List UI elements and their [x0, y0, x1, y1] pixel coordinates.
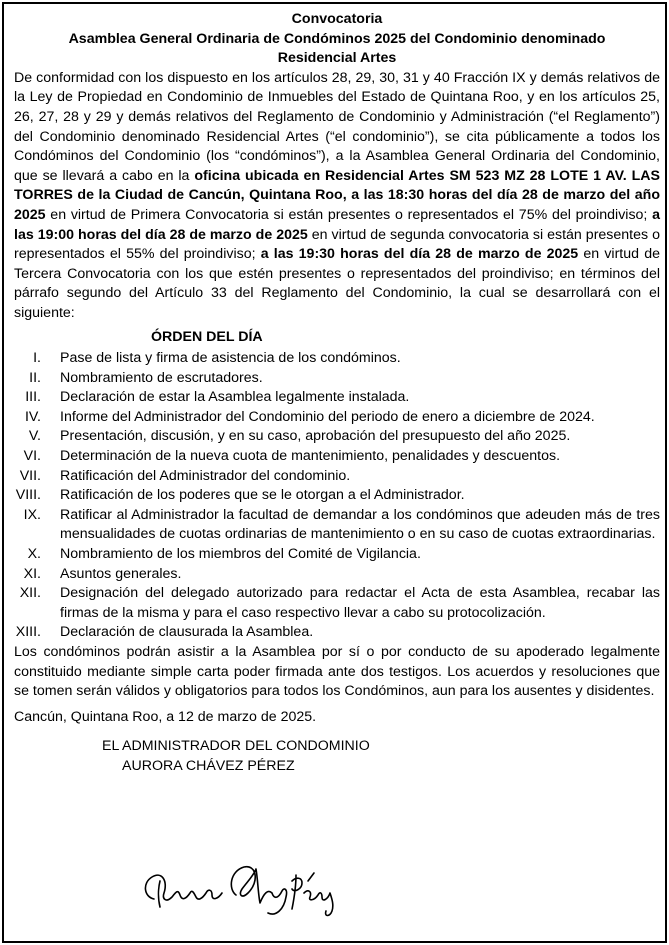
agenda-heading: ÓRDEN DEL DÍA — [151, 328, 263, 345]
agenda-item-number: II. — [29, 369, 41, 386]
closing-paragraph: Los condóminos podrán asistir a la Asamblea por sí o por conducto de su apoderado legalmente constituido mediante simple carta poder firmada ante dos testigos. Los acuerdos y resoluciones que se tomen serán válidos y obligatorios para todos los Condóminos, aun para los ausentes y disidentes. — [14, 644, 660, 700]
signature-name: AURORA CHÁVEZ PÉREZ — [122, 757, 295, 774]
agenda-item-number: X. — [27, 546, 41, 563]
notice-content — [14, 10, 660, 777]
agenda-item-number: IV. — [24, 408, 41, 425]
agenda-item-text: Ratificación del Administrador del condominio. — [60, 467, 351, 484]
notice-subtitle-line1: Asamblea General Ordinaria de Condóminos 2025 del Condominio denominado — [68, 30, 606, 47]
agenda-item-number: I. — [33, 350, 41, 367]
intro-location-bold: oficina ubicada en Residencial Artes SM 523 MZ 28 LOTE 1 AV. LAS TORRES de la Ciudad de Cancún, Quintana Roo, a las 18:30 horas del día 28 de marzo del año 2025 — [14, 167, 660, 223]
agenda-item-number: XII. — [19, 585, 41, 602]
agenda-item — [14, 565, 660, 585]
agenda-item — [14, 506, 660, 545]
agenda-item — [14, 408, 660, 428]
intro-text-1: De conformidad con los dispuesto en los artículos 28, 29, 30, 31 y 40 Fracción IX y demás relativos de la Ley de Propiedad en Condominio de Inmuebles del Estado de Quintana Roo, y en los artículos 25, 26, 27, 28 y 29 y demás relativos del Reglamento de Condominio y Administración (“el Reglamento”) del Condominio denominado Residencial Artes (“el condominio”), se cita públicamente a todos los Condóminos del Condominio (los “condóminos”), a la Asamblea General Ordinaria del Condominio, que se llevará a cabo en la — [14, 69, 660, 184]
agenda-item — [14, 545, 660, 565]
agenda-item-number: VIII. — [15, 487, 41, 504]
agenda-item — [14, 584, 660, 623]
agenda-item-text: Informe del Administrador del Condominio del periodo de enero a diciembre de 2024. — [60, 408, 595, 425]
agenda-item-text: Nombramiento de los miembros del Comité de Vigilancia. — [60, 546, 421, 563]
agenda-item-number: XI. — [23, 565, 41, 582]
agenda-item-text: Nombramiento de escrutadores. — [60, 369, 263, 386]
agenda-item-number: IX. — [23, 506, 41, 523]
intro-paragraph — [14, 69, 660, 324]
agenda-item-number: V. — [28, 428, 41, 445]
intro-text-2: en virtud de Primera Convocatoria si están presentes o representados el 75% del proindiviso; — [45, 206, 653, 223]
intro-text-3: en virtud de segunda convocatoria si están presentes o representados el 55% del proindiviso; — [14, 226, 660, 263]
agenda-item-number: VII. — [19, 467, 41, 484]
agenda-item-text: Declaración de estar la Asamblea legalmente instalada. — [60, 389, 410, 406]
agenda-item — [14, 388, 660, 408]
notice-date: Cancún, Quintana Roo, a 12 de marzo de 2025. — [14, 708, 317, 725]
agenda-item-text: Ratificación de los poderes que se le otorgan a el Administrador. — [60, 487, 465, 504]
agenda-item — [14, 369, 660, 389]
agenda-item — [14, 427, 660, 447]
handwritten-signature — [136, 859, 341, 921]
agenda-item-text: Designación del delegado autorizado para redactar el Acta de esta Asamblea, recabar las firmas de la misma y para el caso respectivo llevar a cabo su protocolización. — [60, 585, 660, 621]
agenda-item-text: Determinación de la nueva cuota de mantenimiento, penalidades y descuentos. — [60, 448, 561, 465]
agenda-item-number: VI. — [23, 448, 41, 465]
agenda-list — [14, 349, 660, 643]
agenda-item — [14, 467, 660, 487]
agenda-item — [14, 623, 660, 643]
agenda-item — [14, 486, 660, 506]
notice-page — [2, 2, 667, 943]
agenda-item-number: III. — [25, 389, 41, 406]
agenda-item — [14, 447, 660, 467]
agenda-item-text: Ratificar al Administrador la facultad de demandar a los condóminos que adeuden más de tres mensualidades de cuotas ordinarias de mantenimiento o en su caso de cuotas extraordinarias. — [60, 506, 660, 543]
intro-text-4: en virtud de Tercera Convocatoria con los que estén presentes o representados del proindiviso; en términos del párrafo segundo del Artículo 33 del Reglamento del Condominio, la cual se desarrollará con el siguiente: — [14, 246, 660, 321]
agenda-item-text: Declaración de clausurada la Asamblea. — [60, 624, 314, 641]
notice-subtitle-line2: Residencial Artes — [277, 50, 397, 67]
agenda-item-number: XIII. — [15, 624, 41, 641]
intro-second-call-bold: a las 19:00 horas del día 28 de marzo de 2025 — [14, 206, 660, 243]
intro-third-call-bold: a las 19:30 horas del día 28 de marzo de 2025 — [260, 246, 579, 263]
agenda-item-text: Pase de lista y firma de asistencia de los condóminos. — [60, 350, 401, 367]
agenda-item — [14, 349, 660, 369]
signature-block — [102, 737, 660, 776]
signature-role: EL ADMINISTRADOR DEL CONDOMINIO — [102, 738, 370, 755]
agenda-item-text: Asuntos generales. — [60, 565, 182, 582]
agenda-item-text: Presentación, discusión, y en su caso, aprobación del presupuesto del año 2025. — [60, 428, 571, 445]
notice-title: Convocatoria — [291, 11, 383, 27]
